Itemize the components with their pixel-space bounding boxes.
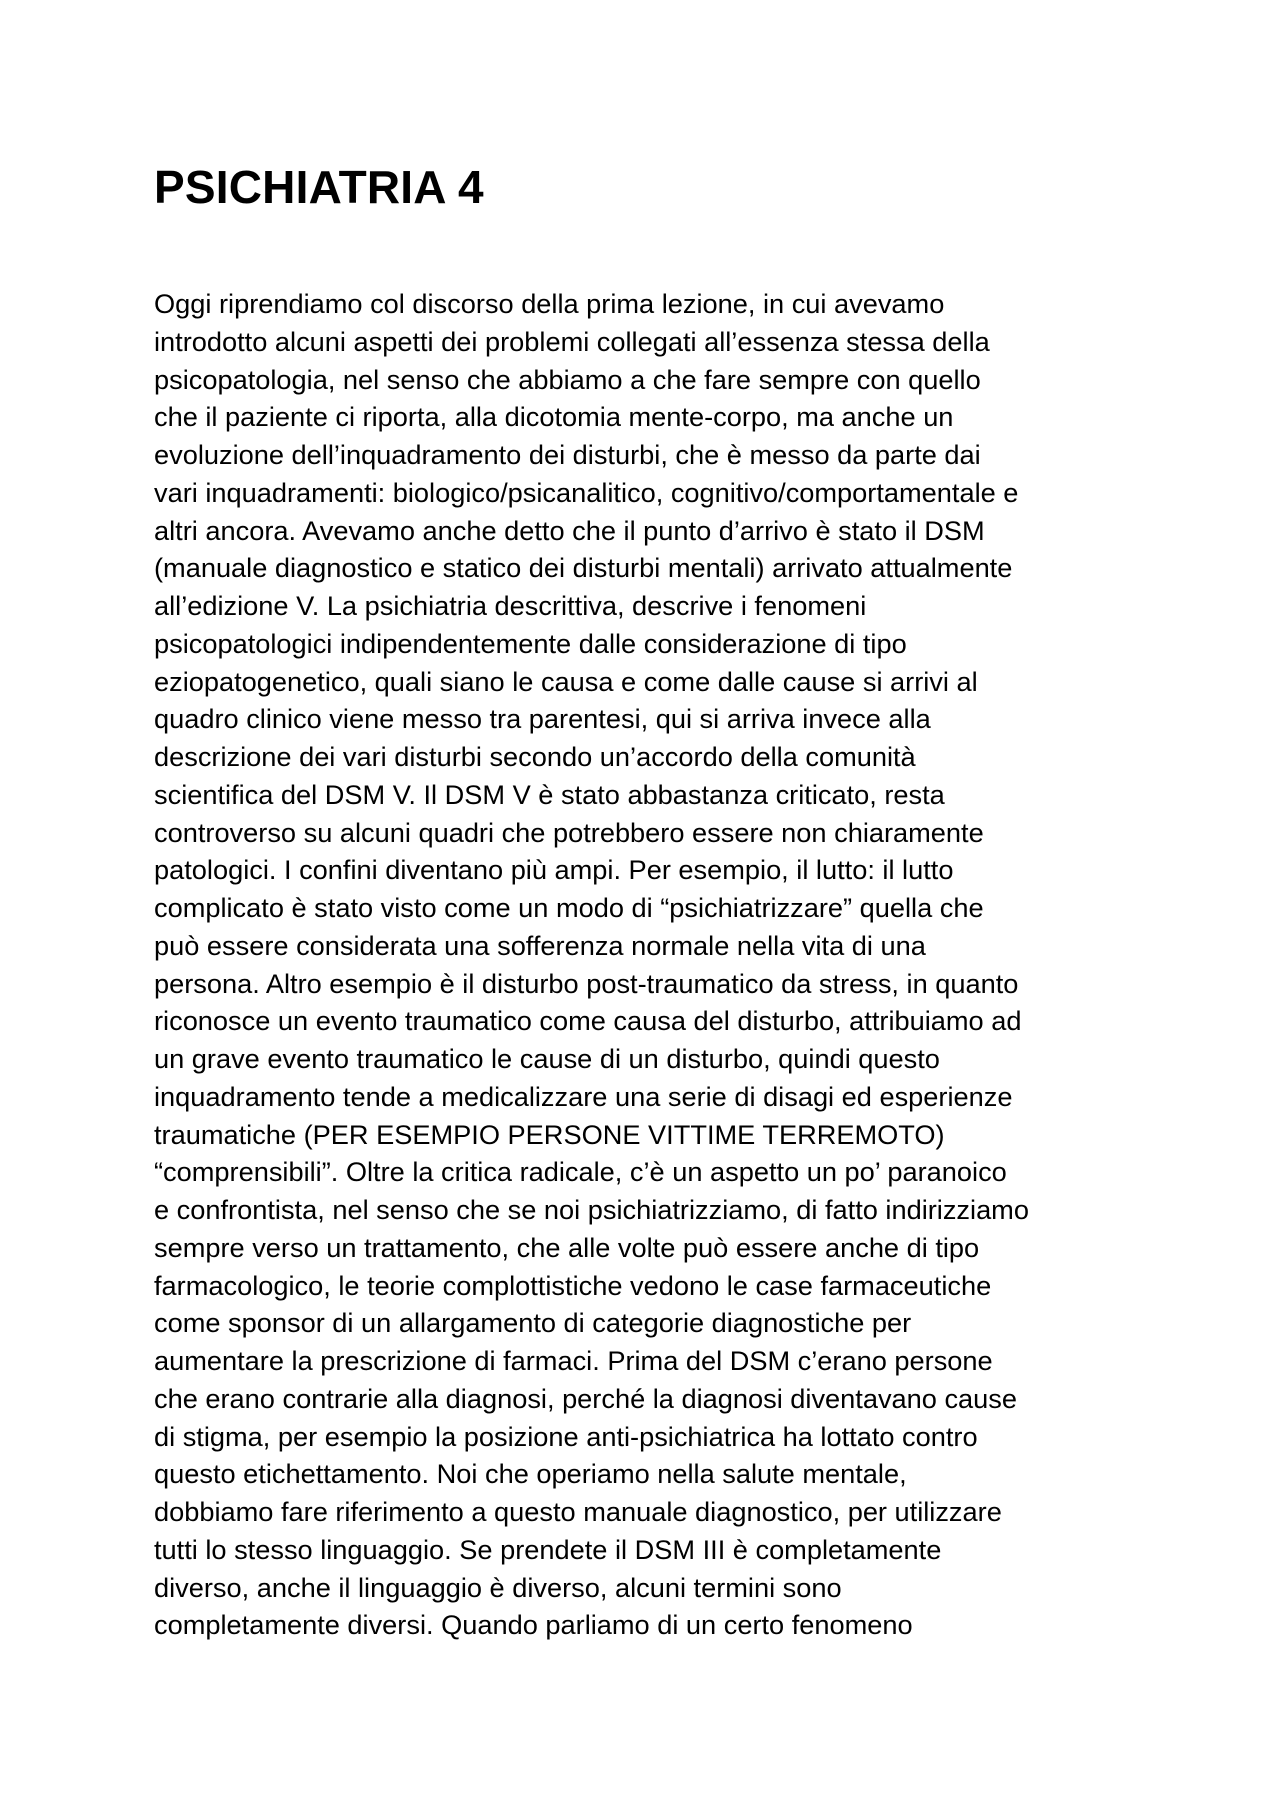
text-line: altri ancora. Avevamo anche detto che il punto d’arrivo è stato il DSM bbox=[154, 514, 985, 546]
text-line: farmacologico, le teorie complottistiche vedono le case farmaceutiche bbox=[154, 1269, 992, 1301]
text-line: eziopatogenetico, quali siano le causa e come dalle cause si arrivi al bbox=[154, 665, 978, 697]
text-line: può essere considerata una sofferenza normale nella vita di una bbox=[154, 929, 926, 961]
text-line: controverso su alcuni quadri che potrebbero essere non chiaramente bbox=[154, 816, 984, 848]
text-line: vari inquadramenti: biologico/psicanalitico, cognitivo/comportamentale e bbox=[154, 476, 1019, 508]
text-line: all’edizione V. La psichiatria descrittiva, descrive i fenomeni bbox=[154, 590, 867, 621]
text-line: psicopatologia, nel senso che abbiamo a che fare sempre con quello bbox=[154, 363, 981, 395]
text-line: (manuale diagnostico e statico dei disturbi mentali) arrivato attualmente bbox=[154, 552, 1013, 584]
text-line: aumentare la prescrizione di farmaci. Prima del DSM c’erano persone bbox=[154, 1345, 993, 1376]
page-title: PSICHIATRIA 4 bbox=[154, 161, 484, 213]
text-line: riconosce un evento traumatico come causa del disturbo, attribuiamo ad bbox=[154, 1005, 1022, 1037]
text-line: traumatiche (PER ESEMPIO PERSONE VITTIME TERREMOTO) bbox=[154, 1118, 945, 1150]
text-line: e confrontista, nel senso che se noi psichiatrizziamo, di fatto indirizziamo bbox=[154, 1194, 1029, 1225]
body-paragraph bbox=[154, 285, 1164, 1644]
text-line: “comprensibili”. Oltre la critica radicale, c’è un aspetto un po’ paranoico bbox=[154, 1156, 1007, 1188]
text-line: evoluzione dell’inquadramento dei disturbi, che è messo da parte dai bbox=[154, 439, 981, 470]
text-line: che erano contrarie alla diagnosi, perché la diagnosi diventavano cause bbox=[154, 1382, 1018, 1414]
text-line: psicopatologici indipendentemente dalle considerazione di tipo bbox=[154, 627, 907, 659]
text-line: Oggi riprendiamo col discorso della prima lezione, in cui avevamo bbox=[154, 288, 945, 319]
text-line: descrizione dei vari disturbi secondo un’accordo della comunità bbox=[154, 741, 916, 772]
text-line: scientifica del DSM V. Il DSM V è stato abbastanza criticato, resta bbox=[154, 778, 945, 810]
text-line: persona. Altro esempio è il disturbo post-traumatico da stress, in quanto bbox=[154, 967, 1019, 999]
text-line: di stigma, per esempio la posizione anti-psichiatrica ha lottato contro bbox=[154, 1420, 978, 1452]
text-line: questo etichettamento. Noi che operiamo nella salute mentale, bbox=[154, 1458, 907, 1490]
text-line: completamente diversi. Quando parliamo di un certo fenomeno bbox=[154, 1609, 913, 1641]
text-line: patologici. I confini diventano più ampi. Per esempio, il lutto: il lutto bbox=[154, 854, 954, 886]
text-line: un grave evento traumatico le cause di un disturbo, quindi questo bbox=[154, 1043, 940, 1074]
text-line: tutti lo stesso linguaggio. Se prendete il DSM III è completamente bbox=[154, 1533, 942, 1565]
text-line: complicato è stato visto come un modo di “psichiatrizzare” quella che bbox=[154, 892, 984, 923]
text-line: dobbiamo fare riferimento a questo manuale diagnostico, per utilizzare bbox=[154, 1496, 1002, 1527]
text-line: introdotto alcuni aspetti dei problemi collegati all’essenza stessa della bbox=[154, 325, 990, 357]
text-line: che il paziente ci riporta, alla dicotomia mente-corpo, ma anche un bbox=[154, 401, 954, 433]
text-line: sempre verso un trattamento, che alle volte può essere anche di tipo bbox=[154, 1231, 980, 1263]
text-line: inquadramento tende a medicalizzare una serie di disagi ed esperienze bbox=[154, 1080, 1013, 1112]
text-line: quadro clinico viene messo tra parentesi, qui si arriva invece alla bbox=[154, 703, 931, 735]
text-line: come sponsor di un allargamento di categorie diagnostiche per bbox=[154, 1307, 912, 1339]
text-line: diverso, anche il linguaggio è diverso, alcuni termini sono bbox=[154, 1571, 842, 1603]
